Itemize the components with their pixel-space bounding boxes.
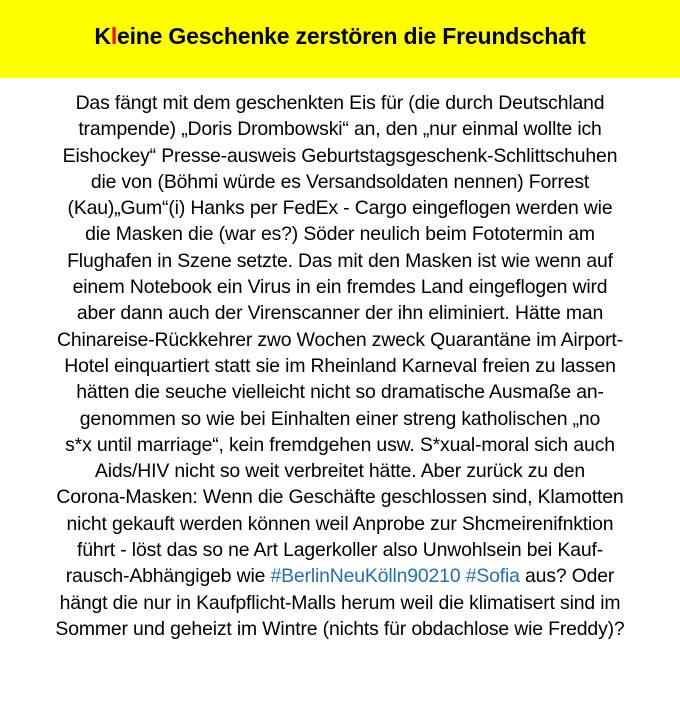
body-line: Eishockey“ Presse-ausweis Geburtstagsgeschenk-Schlittschuhen — [62, 144, 618, 167]
hashtag-link[interactable]: #BerlinNeuKölln90210 — [270, 565, 461, 588]
title-accent-letter: l — [110, 22, 118, 49]
body-line: Flughafen in Szene setzte. Das mit den Masken ist wie wenn auf — [67, 249, 613, 272]
body-line: einem Notebook ein Virus in ein fremdes Land eingeflogen wird — [72, 276, 608, 299]
body-line: Das fängt mit dem geschenkten Eis für (die durch Deutschland — [75, 92, 605, 114]
line-text-before: rausch-Abhängigeb wie — [65, 565, 271, 588]
title-rest: eine Geschenke zerstören die Freundschaft — [117, 22, 586, 49]
body-line: genommen so wie bei Einhalten einer streng katholischen „no — [79, 407, 601, 430]
body-line-with-hashtags — [0, 563, 680, 589]
title-banner — [0, 0, 680, 78]
hashtag-link[interactable]: #Sofia — [465, 565, 520, 588]
body-line: (Kau)„Gum“(i) Hanks per FedEx - Cargo eingeflogen werden wie — [67, 197, 613, 220]
body-line: die Masken die (war es?) Söder neulich beim Fototermin am — [85, 223, 595, 246]
body-line: Corona-Masken: Wenn die Geschäfte geschlossen sind, Klamotten — [56, 486, 624, 509]
body-line: aber dann auch der Virenscanner der ihn eliminiert. Hätte man — [76, 302, 604, 325]
line-text-after: aus? Oder — [519, 565, 615, 588]
body-line: hätten die seuche vielleicht nicht so dramatische Ausmaße an- — [76, 381, 604, 404]
body-line: die von (Böhmi würde es Versandsoldaten nennen) Forrest — [90, 170, 590, 193]
body-text — [0, 90, 680, 642]
body-line: Aids/HIV nicht so weit verbreitet hätte. Aber zurück zu den — [94, 460, 586, 483]
body-line: nicht gekauft werden können weil Anprobe zur Shcmeirenifnktion — [66, 512, 614, 535]
body-line: Hotel einquartiert statt sie im Rheinland Karneval freien zu lassen — [64, 354, 616, 377]
body-line: führt - löst das so ne Art Lagerkoller also Unwohlsein bei Kauf- — [76, 539, 604, 562]
body-line: Chinareise-Rückkehrer zwo Wochen zweck Quarantäne im Airport- — [57, 328, 623, 351]
page-title — [94, 23, 585, 50]
body-line: trampende) „Doris Drombowski“ an, den „nur einmal wollte ich — [78, 118, 602, 141]
body-line: s*x until marriage“, kein fremdgehen usw. S*xual-moral sich auch — [65, 433, 615, 456]
title-first-letter: K — [94, 22, 111, 49]
body-line: Sommer und geheizt im Wintre (nichts für obdachlose wie Freddy)? — [55, 617, 625, 640]
body-line: hängt die nur in Kaufpflicht-Malls herum weil die klimatisert sind im — [59, 591, 621, 614]
